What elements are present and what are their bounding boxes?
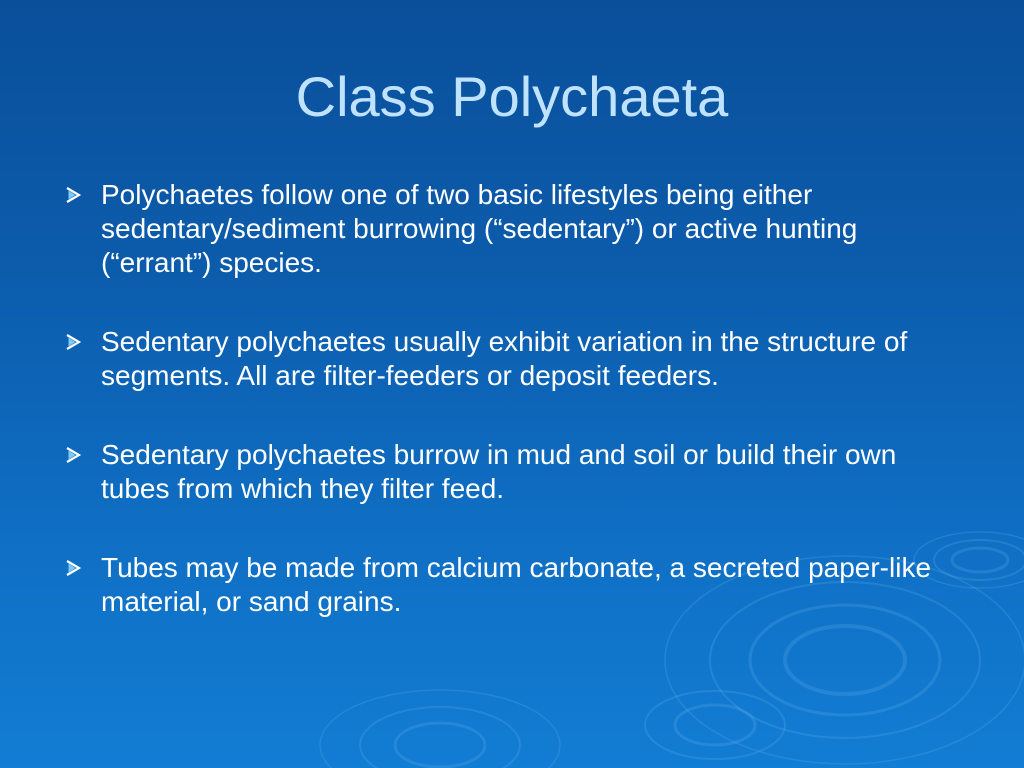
bullet-list [64, 178, 964, 664]
slide-title: Class Polychaeta [295, 65, 729, 128]
bullet-text: Sedentary polychaetes usually exhibit variation in the structure of segments. All are filter-feeders or deposit feeders. [101, 326, 908, 391]
bullet-text: Tubes may be made from calcium carbonate, a secreted paper-like material, or sand grains. [101, 552, 932, 617]
bullet-item [64, 325, 964, 393]
bullet-text: Sedentary polychaetes burrow in mud and soil or build their own tubes from which they filter feed. [101, 439, 897, 504]
arrow-bullet-icon [64, 186, 82, 204]
bullet-text: Polychaetes follow one of two basic lifestyles being either sedentary/sediment burrowing (“sedentary”) or active hunting (“errant”) species. [101, 179, 858, 278]
bullet-item [64, 551, 964, 619]
arrow-bullet-icon [64, 446, 82, 464]
bullet-item [64, 438, 964, 506]
bullet-item [64, 178, 964, 280]
arrow-bullet-icon [64, 333, 82, 351]
arrow-bullet-icon [64, 559, 82, 577]
